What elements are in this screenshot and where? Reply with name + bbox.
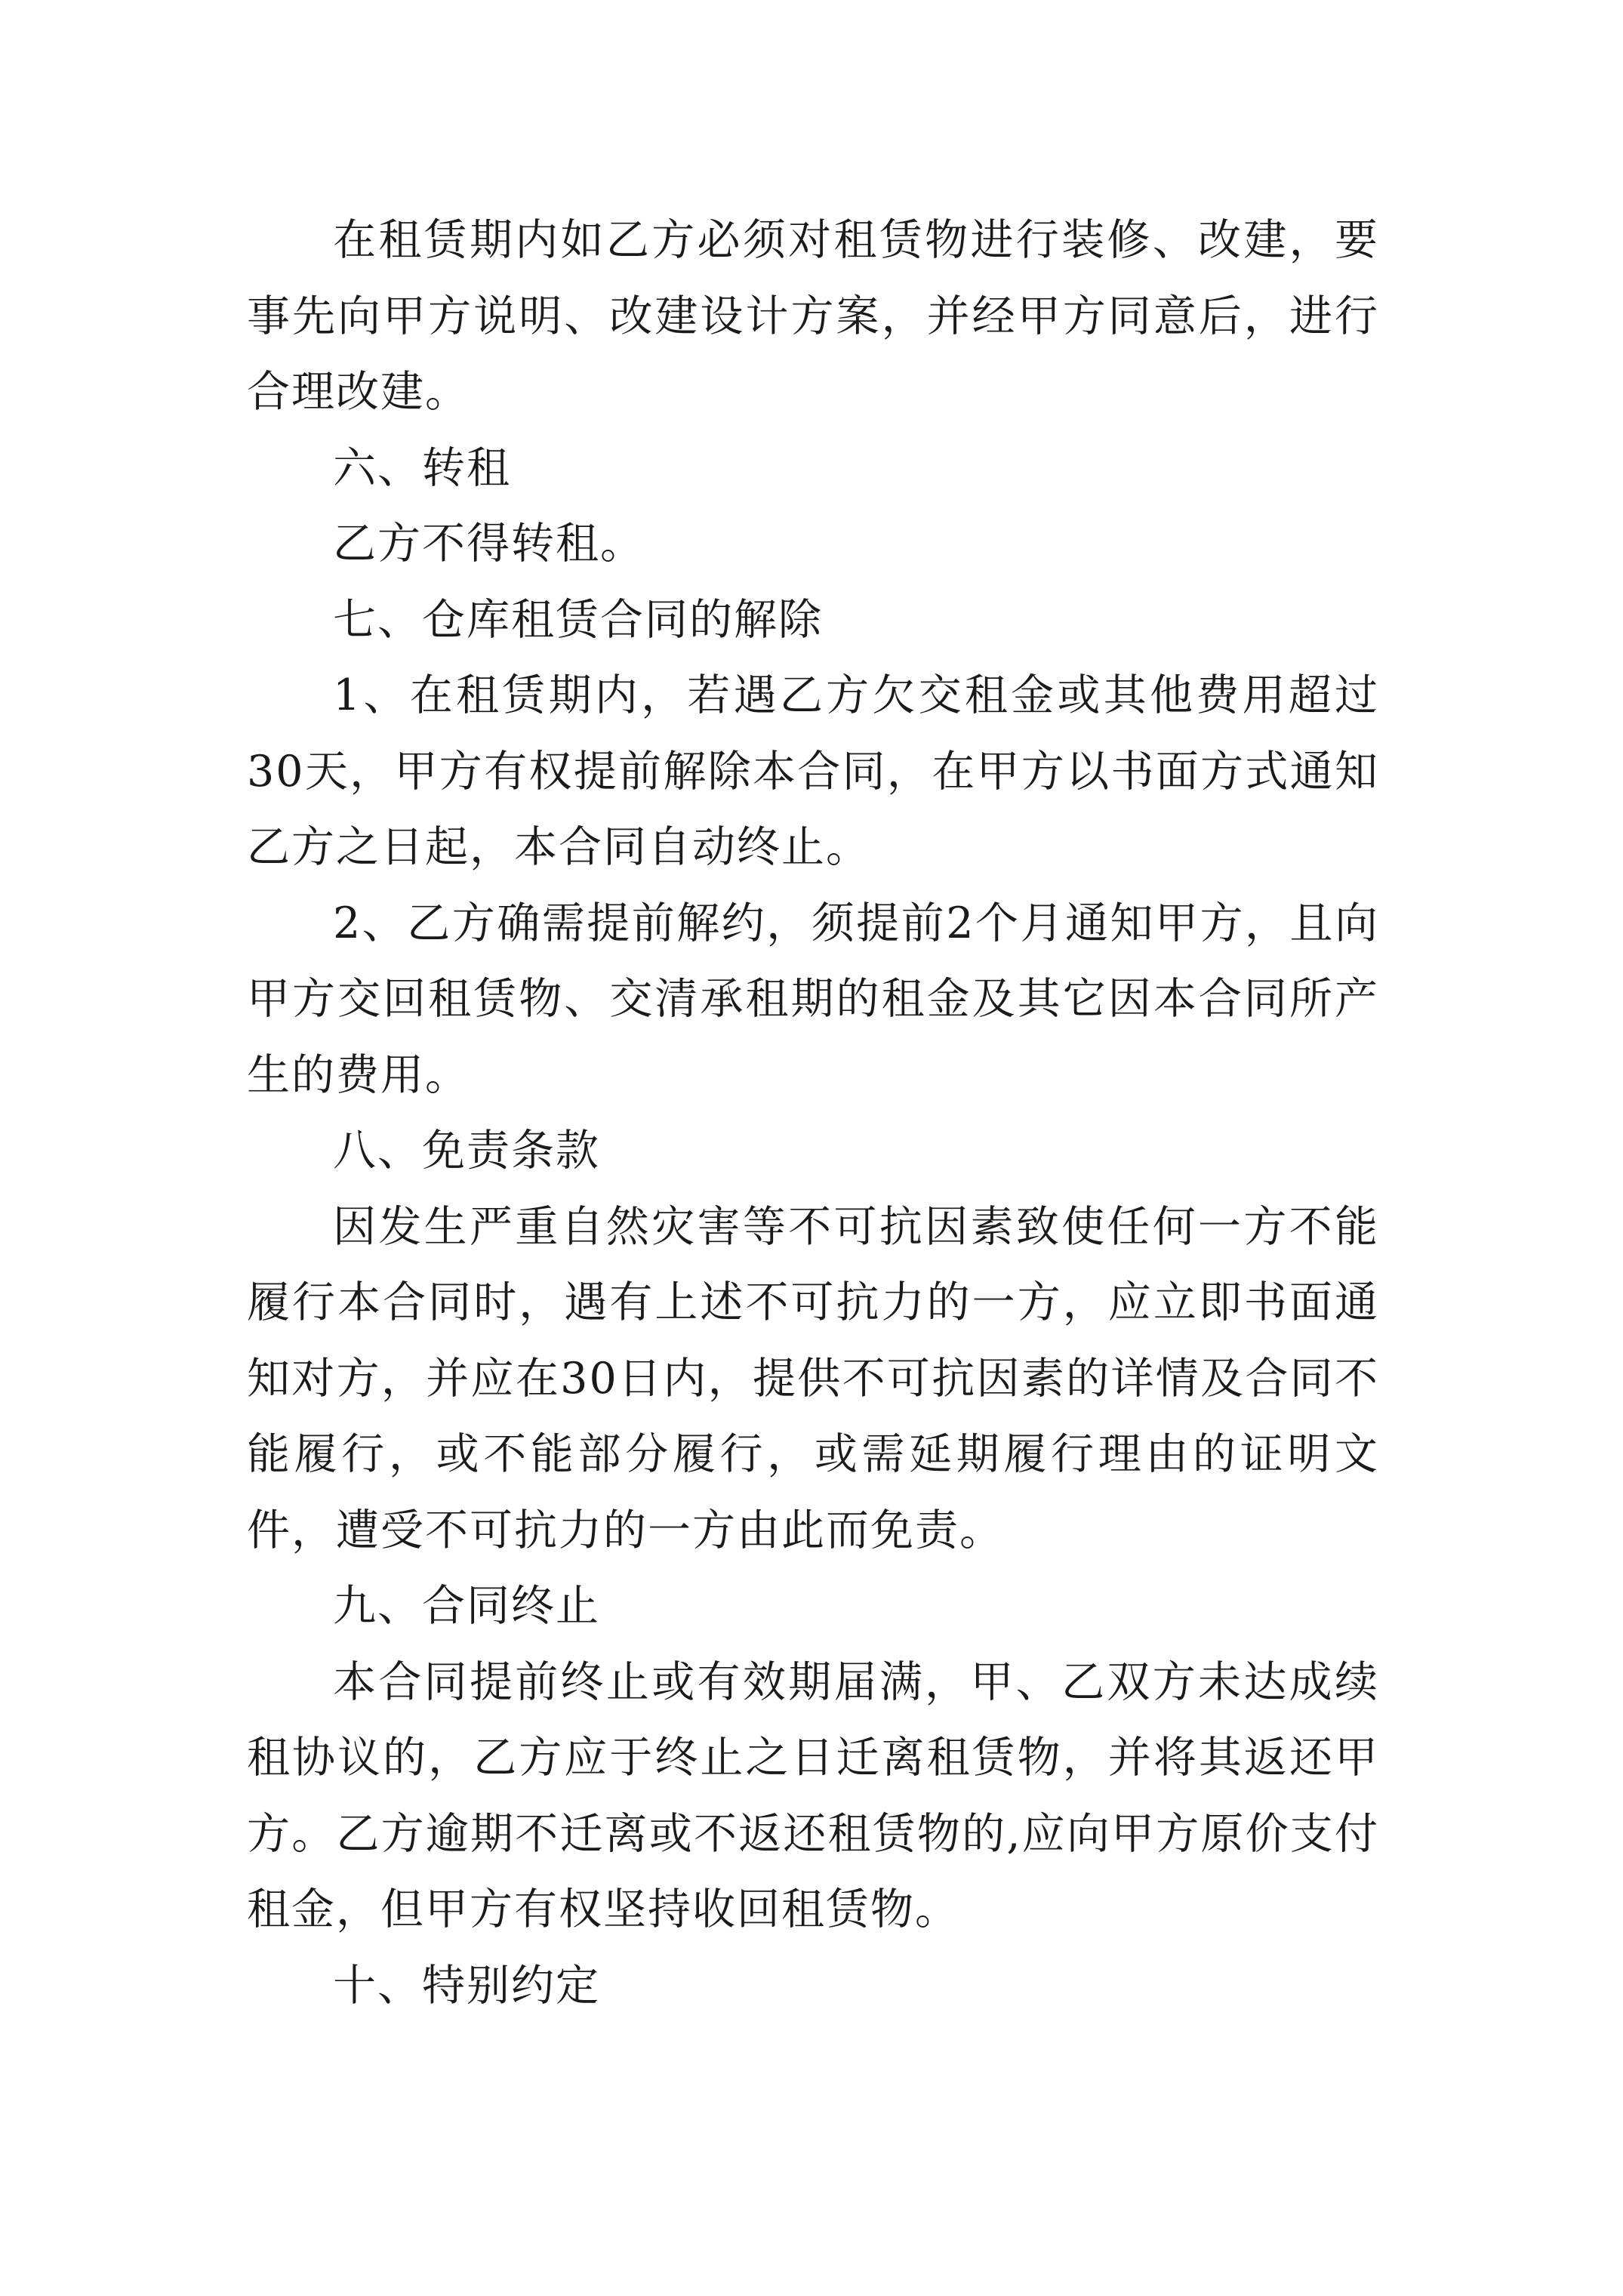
document-body (247, 202, 1379, 2023)
paragraph-termination-1: 1、在租赁期内，若遇乙方欠交租金或其他费用超过30天，甲方有权提前解除本合同，在甲方以书面方式通知乙方之日起，本合同自动终止。 (247, 670, 1379, 872)
heading-force-majeure: 八、免责条款 (333, 1126, 600, 1176)
paragraph-renovation-clause: 在租赁期内如乙方必须对租赁物进行装修、改建，要事先向甲方说明、改建设计方案，并经甲方同意后，进行合理改建。 (247, 215, 1379, 417)
heading-contract-end: 九、合同终止 (333, 1581, 600, 1631)
heading-termination: 七、仓库租赁合同的解除 (333, 594, 823, 645)
paragraph-no-sublease: 乙方不得转租。 (333, 519, 645, 569)
paragraph-termination-2: 2、乙方确需提前解约，须提前2个月通知甲方，且向甲方交回租赁物、交清承租期的租金及其它因本合同所产生的费用。 (247, 898, 1379, 1100)
paragraph-contract-end: 本合同提前终止或有效期届满，甲、乙双方未达成续租协议的，乙方应于终止之日迁离租赁物，并将其返还甲方。乙方逾期不迁离或不返还租赁物的,应向甲方原价支付租金，但甲方有权坚持收回租赁物。 (247, 1657, 1379, 1934)
paragraph-force-majeure: 因发生严重自然灾害等不可抗因素致使任何一方不能履行本合同时，遇有上述不可抗力的一方，应立即书面通知对方，并应在30日内，提供不可抗因素的详情及合同不能履行，或不能部分履行，或需延期履行理由的证明文件，遭受不可抗力的一方由此而免责。 (247, 1201, 1379, 1555)
heading-special-terms: 十、特别约定 (333, 1960, 600, 2011)
heading-sublease: 六、转租 (333, 442, 511, 493)
